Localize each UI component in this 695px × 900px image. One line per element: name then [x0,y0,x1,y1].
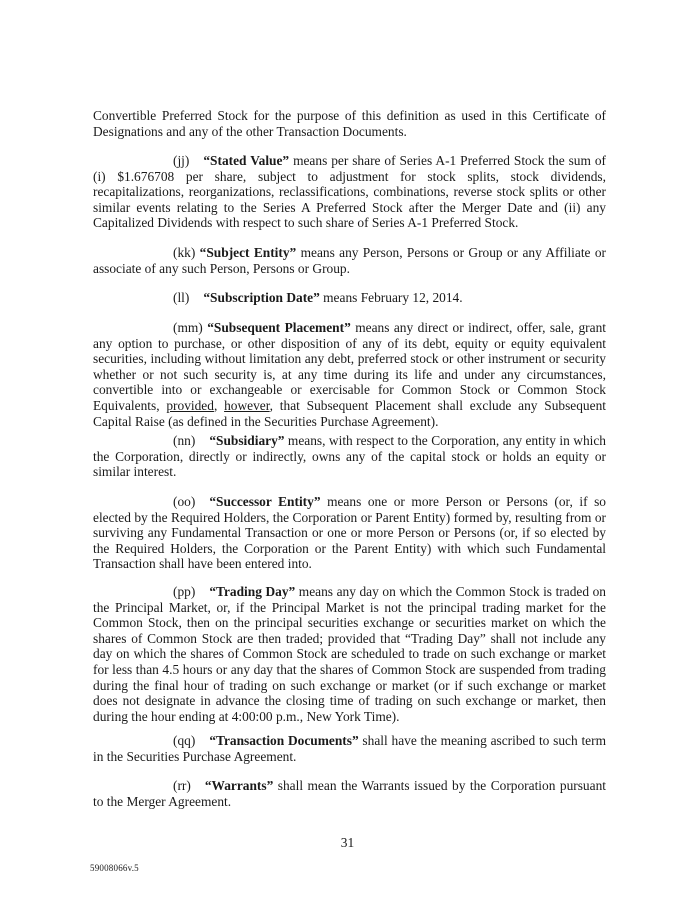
definition-warrants [93,778,606,809]
definition-text-sep: , [213,397,225,413]
definition-label: (kk) [173,245,196,260]
definition-text: means one or more Person or Persons (or, if so elected by the Required Holders, the Corporation or Parent Entity) formed by, resulting from or surviving any Fundamental Transaction or one or more Person or Persons (or, if so elected by the Required Holders, the Corporation or the Parent Entity) with which such Fundamental Transaction shall have been entered into. [93,494,606,572]
definition-term: “Successor Entity” [209,494,321,509]
definition-label: (pp) [173,584,196,599]
definition-term: “Stated Value” [203,153,290,168]
definition-trading-day [93,584,606,724]
definition-term: “Subject Entity” [199,245,297,260]
definition-label: (jj) [173,153,190,168]
definition-term: “Transaction Documents” [209,733,359,748]
definition-label: (oo) [173,494,196,509]
definition-text: means any day on which the Common Stock is traded on the Principal Market, or, if the Principal Market is not the principal trading market for the Common Stock, then on the principal securities exchange or securities market on which the shares of Common Stock are then traded; provided that “Trading Day” shall not include any day on which the shares of Common Stock are scheduled to trade on such exchange or market for less than 4.5 hours or any day that the shares of Common Stock are suspended from trading during the final hour of trading on such exchange or market (or if such exchange or market does not designate in advance the closing time of trading on such exchange or market, then during the hour ending at 4:00:00 p.m., New York Time). [93,584,607,724]
definition-term: “Subsequent Placement” [207,320,351,335]
definition-text: means, with respect to the Corporation, any entity in which the Corporation, directly or indirectly, owns any of the capital stock or holds an equity or similar interest. [93,433,606,480]
definition-subscription-date [93,290,606,306]
however-underlined: however [224,397,270,413]
definition-term: “Subsidiary” [209,433,285,448]
definition-subsequent-placement [93,320,606,429]
definition-transaction-documents [93,733,606,764]
document-id: 59008066v.5 [90,863,139,873]
definition-term: “Warrants” [204,778,274,793]
definition-subsidiary [93,433,606,480]
definition-term: “Trading Day” [209,584,296,599]
definition-label: (nn) [173,433,196,448]
definition-term: “Subscription Date” [203,290,320,305]
definition-label: (rr) [173,778,191,793]
definition-text: means any Person, Persons or Group or any Affiliate or associate of any such Person, Persons or Group. [93,245,606,276]
definition-label: (mm) [173,320,203,335]
definition-text: shall mean the Warrants issued by the Corporation pursuant to the Merger Agreement. [93,778,606,809]
definition-text: means per share of Series A-1 Preferred Stock the sum of (i) $1.676708 per share, subject to adjustment for stock splits, stock dividends, recapitalizations, reorganizations, reclassifications, combinations, reverse stock splits or other similar events relating to the Series A Preferred Stock after the Merger Date and (ii) any Capitalized Dividends with respect to such share of Series A-1 Preferred Stock. [93,153,606,231]
intro-text: Convertible Preferred Stock for the purpose of this definition as used in this Certificate of Designations and any of the other Transaction Documents. [93,108,606,139]
page-number: 31 [340,835,355,850]
definition-text: means any direct or indirect, offer, sale, grant any option to purchase, or other disposition of any of its debt, equity or equity equivalent securities, including without limitation any debt, preferred stock or other instrument or security whether or not such security is, at any time during its life and under any circumstances, convertible into or exchangeable or exercisable for Common Stock or Common Stock Equivalents, [93,320,606,413]
definition-stated-value [93,153,606,231]
definition-text-end: , that Subsequent Placement shall exclude any Subsequent Capital Raise (as defined in the Securities Purchase Agreement). [93,397,606,429]
definition-label: (qq) [173,733,196,748]
definition-label: (ll) [173,290,190,305]
definition-text: means February 12, 2014. [319,290,463,305]
intro-paragraph [93,108,606,139]
definition-text: shall have the meaning ascribed to such term in the Securities Purchase Agreement. [93,733,607,764]
definition-subject-entity [93,245,606,276]
provided-underlined: provided [166,397,214,413]
definition-successor-entity [93,494,606,572]
